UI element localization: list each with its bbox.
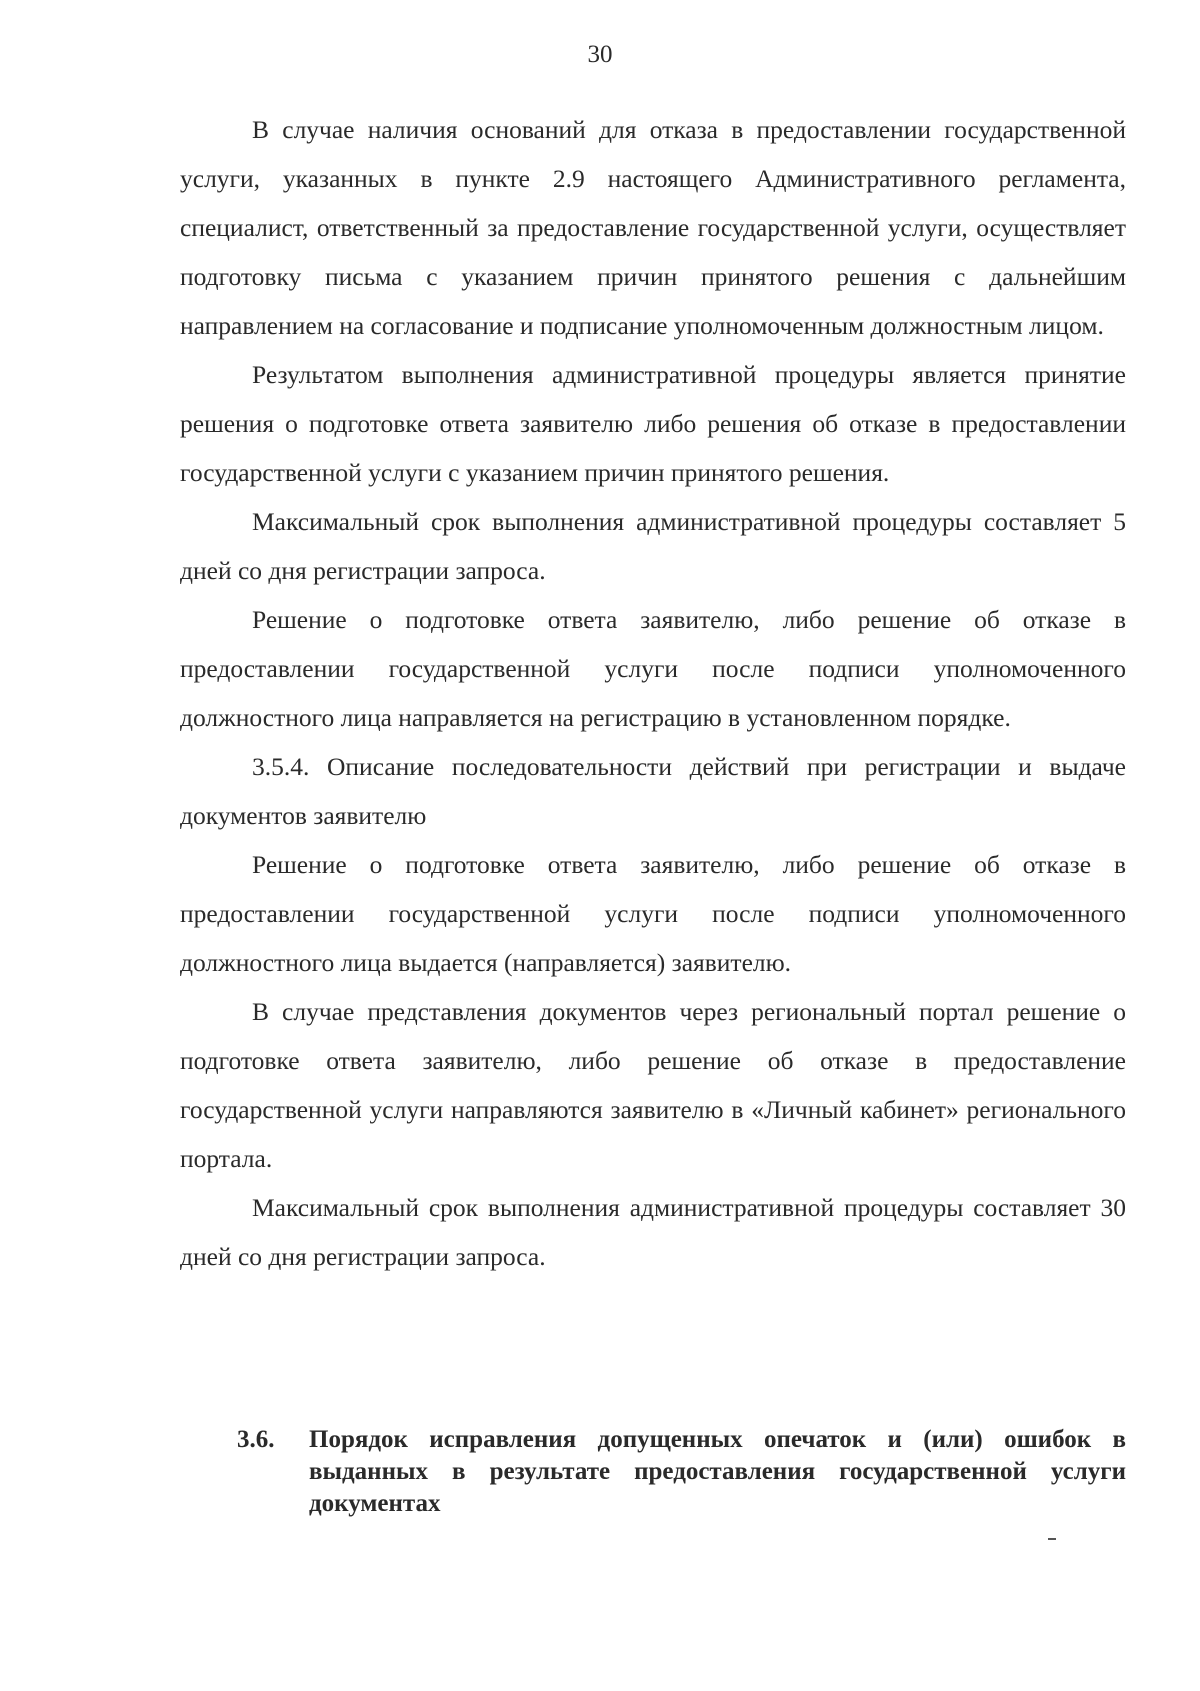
scan-artifact-mark bbox=[1048, 1538, 1056, 1540]
paragraph-max-term-5-days: Максимальный срок выполнения административной процедуры составляет 5 дней со дня регистрации запроса. bbox=[180, 507, 1126, 585]
paragraph-procedure-result: Результатом выполнения административной процедуры является принятие решения о подготовке ответа заявителю либо решения об отказе в предоставлении государственной услуги с указанием причин принятого решения. bbox=[180, 360, 1126, 487]
paragraph-refusal-grounds: В случае наличия оснований для отказа в предоставлении государственной услуги, указанных в пункте 2.9 настоящего Административного регламента, специалист, ответственный за предоставление государственной услуги, осуществляет подготовку письма с указанием причин принятого решения с дальнейшим направлением на согласование и подписание уполномоченным должностным лицом. bbox=[180, 115, 1126, 340]
paragraph-max-term-30-days: Максимальный срок выполнения административной процедуры составляет 30 дней со дня регистрации запроса. bbox=[180, 1193, 1126, 1271]
section-heading-3-6 bbox=[237, 1424, 1126, 1520]
section-heading-text: Порядок исправления допущенных опечаток и (или) ошибок в выданных в результате предоставления государственной услуги документах bbox=[309, 1426, 1126, 1517]
paragraph-decision-issued: Решение о подготовке ответа заявителю, либо решение об отказе в предоставлении государственной услуги после подписи уполномоченного должностного лица выдается (направляется) заявителю. bbox=[180, 850, 1126, 977]
paragraph-section-3-5-4: 3.5.4. Описание последовательности действий при регистрации и выдаче документов заявителю bbox=[180, 752, 1126, 830]
document-body bbox=[180, 105, 1126, 1281]
paragraph-decision-registration: Решение о подготовке ответа заявителю, либо решение об отказе в предоставлении государственной услуги после подписи уполномоченного должностного лица направляется на регистрацию в установленном порядке. bbox=[180, 605, 1126, 732]
page-number: 30 bbox=[587, 41, 613, 68]
paragraph-regional-portal: В случае представления документов через региональный портал решение о подготовке ответа заявителю, либо решение об отказе в предоставление государственной услуги направляются заявителю в «Личный кабинет» регионального портала. bbox=[180, 997, 1126, 1173]
section-heading-number: 3.6. bbox=[237, 1426, 275, 1453]
